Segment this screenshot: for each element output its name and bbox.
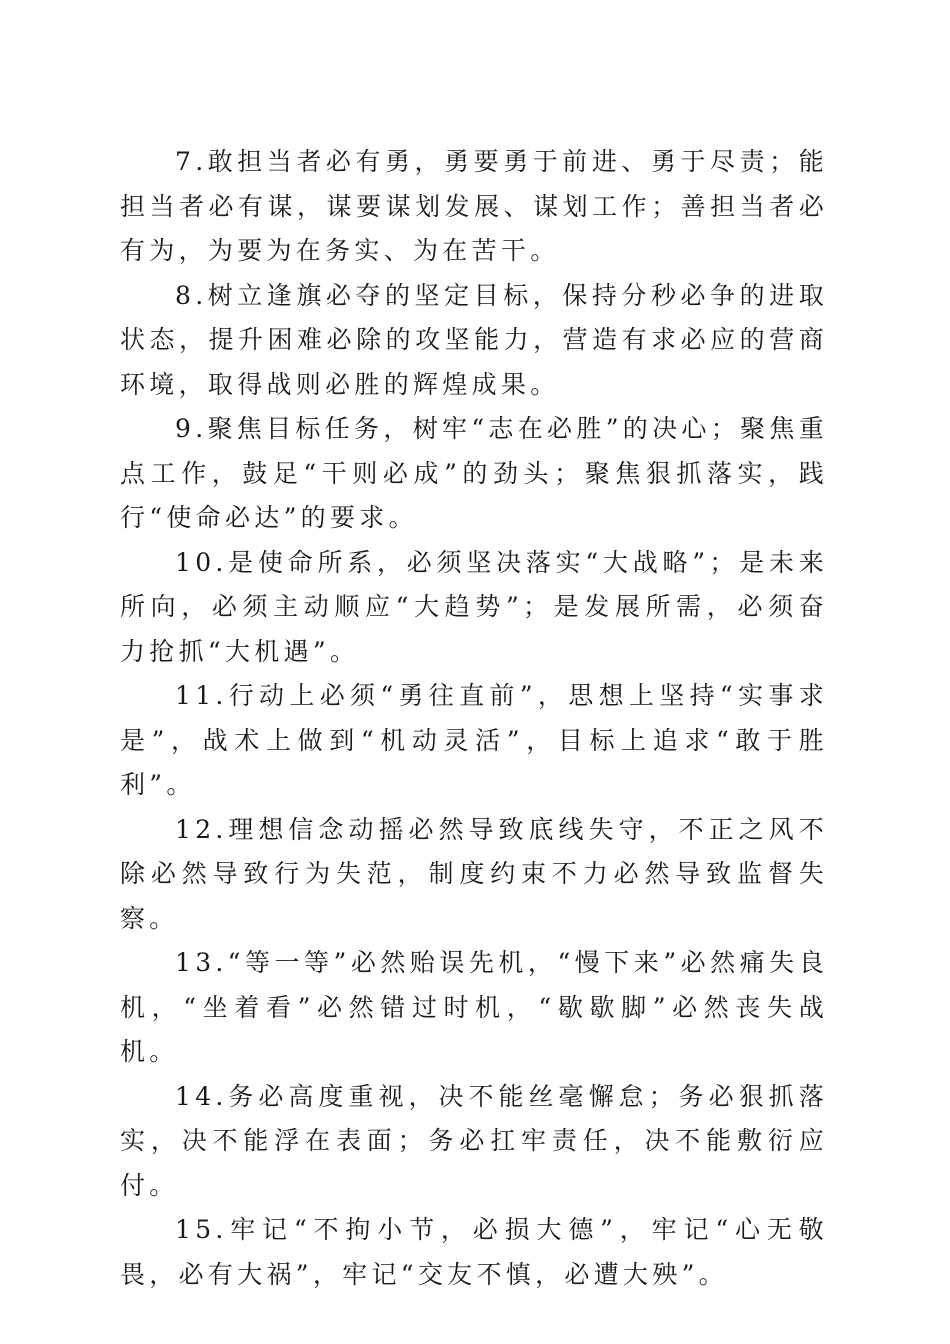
paragraph-15: 15.牢记“不拘小节，必损大德”，牢记“心无敬畏，必有大祸”，牢记“交友不慎，必遭大殃”。	[120, 1215, 828, 1289]
paragraph-8: 8.树立逢旗必夺的坚定目标，保持分秒必争的进取状态，提升困难必除的攻坚能力，营造有求必应的营商环境，取得战则必胜的辉煌成果。	[120, 280, 828, 399]
paragraph-10: 10.是使命所系，必须坚决落实“大战略”；是未来所向，必须主动顺应“大趋势”；是发展所需，必须奋力抢抓“大机遇”。	[120, 547, 828, 666]
paragraph-13: 13.“等一等”必然贻误先机，“慢下来”必然痛失良机，“坐着看”必然错过时机，“歇歇脚”必然丧失战机。	[120, 948, 828, 1066]
document-body	[120, 140, 828, 1297]
paragraph-9: 9.聚焦目标任务，树牢“志在必胜”的决心；聚焦重点工作，鼓足“干则必成”的劲头；聚焦狠抓落实，践行“使命必达”的要求。	[120, 414, 828, 532]
paragraph-12: 12.理想信念动摇必然导致底线失守，不正之风不除必然导致行为失范，制度约束不力必然导致监督失察。	[120, 814, 828, 933]
paragraph-11: 11.行动上必须“勇往直前”，思想上坚持“实事求是”，战术上做到“机动灵活”，目标上追求“敢于胜利”。	[120, 681, 828, 799]
paragraph-14: 14.务必高度重视，决不能丝毫懈怠；务必狠抓落实，决不能浮在表面；务必扛牢责任，决不能敷衍应付。	[120, 1081, 828, 1200]
paragraph-7: 7.敢担当者必有勇，勇要勇于前进、勇于尽责；能担当者必有谋，谋要谋划发展、谋划工作；善担当者必有为，为要为在务实、为在苦干。	[120, 147, 828, 265]
